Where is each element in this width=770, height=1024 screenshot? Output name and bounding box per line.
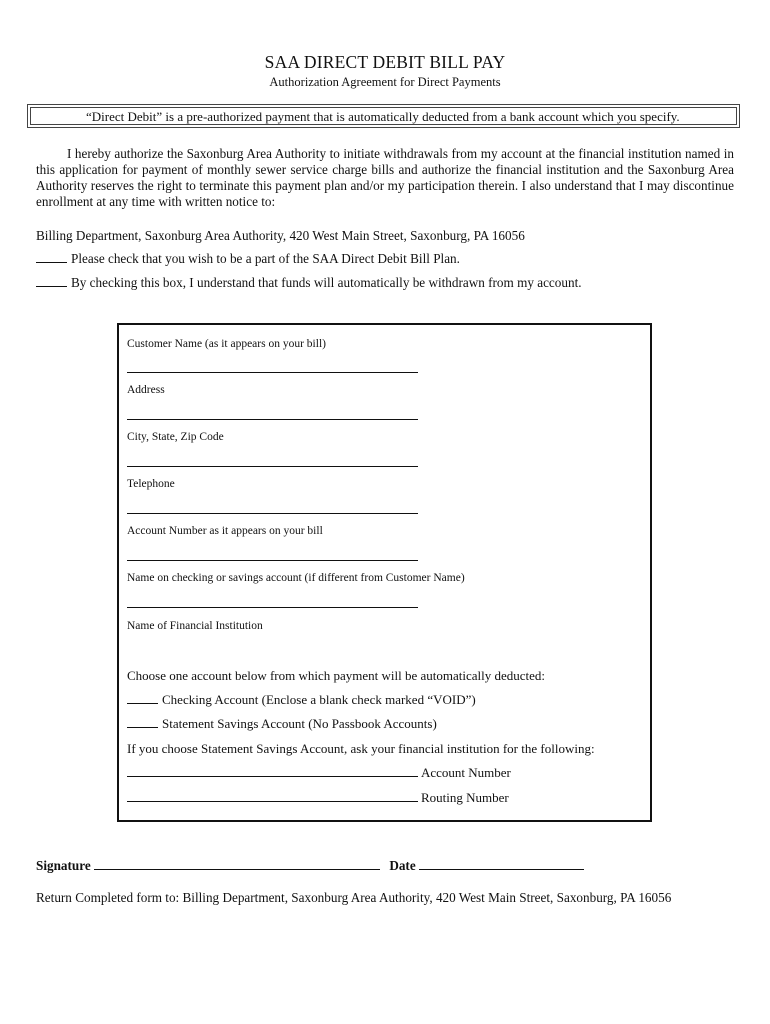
account-number-row <box>127 765 511 781</box>
city-state-zip-label: City, State, Zip Code <box>127 431 224 443</box>
plan-checkbox-label: Please check that you wish to be a part of the SAA Direct Debit Bill Plan. <box>71 251 460 266</box>
savings-account-number-label: Account Number <box>421 765 511 780</box>
savings-instruction: If you choose Statement Savings Account, ask your financial institution for the following: <box>127 741 595 756</box>
billing-address: Billing Department, Saxonburg Area Authority, 420 West Main Street, Saxonburg, PA 16056 <box>36 228 525 243</box>
savings-option-label: Statement Savings Account (No Passbook Accounts) <box>162 716 437 731</box>
customer-name-label: Customer Name (as it appears on your bill) <box>127 338 326 350</box>
city-state-zip-field[interactable] <box>127 466 418 467</box>
telephone-field[interactable] <box>127 513 418 514</box>
plan-checkbox-blank[interactable] <box>36 251 67 263</box>
page-title: SAA DIRECT DEBIT BILL PAY <box>264 52 506 72</box>
savings-option-blank[interactable] <box>127 716 158 728</box>
date-label: Date <box>389 858 416 873</box>
withdraw-checkbox-label: By checking this box, I understand that funds will automatically be withdrawn from my account. <box>71 275 582 290</box>
telephone-label: Telephone <box>127 478 175 490</box>
account-number-label: Account Number as it appears on your bill <box>127 525 323 537</box>
direct-debit-definition: “Direct Debit” is a pre-authorized payment that is automatically deducted from a bank account which you specify. <box>30 107 737 125</box>
plan-checkbox-line <box>36 251 460 267</box>
account-holder-name-field[interactable] <box>127 607 418 608</box>
withdraw-checkbox-line <box>36 275 582 291</box>
routing-number-field[interactable] <box>127 790 418 802</box>
savings-account-number-field[interactable] <box>127 765 418 777</box>
routing-number-row <box>127 790 509 806</box>
direct-debit-definition-box <box>27 104 740 128</box>
return-instructions: Return Completed form to: Billing Department, Saxonburg Area Authority, 420 West Main Street, Saxonburg, PA 16056 <box>36 890 672 905</box>
signature-label: Signature <box>36 858 91 873</box>
savings-option <box>127 716 437 732</box>
withdraw-checkbox-blank[interactable] <box>36 275 67 287</box>
choose-account-instruction: Choose one account below from which payment will be automatically deducted: <box>127 668 546 683</box>
checking-option-label: Checking Account (Enclose a blank check marked “VOID”) <box>162 692 476 707</box>
checking-option-blank[interactable] <box>127 692 158 704</box>
checking-option <box>127 692 476 708</box>
routing-number-label: Routing Number <box>421 790 509 805</box>
signature-field[interactable] <box>94 857 380 870</box>
financial-institution-label: Name of Financial Institution <box>127 620 263 632</box>
address-field[interactable] <box>127 419 418 420</box>
address-label: Address <box>127 384 165 396</box>
date-field[interactable] <box>419 857 584 870</box>
account-holder-name-label: Name on checking or savings account (if different from Customer Name) <box>127 572 465 584</box>
page-subtitle: Authorization Agreement for Direct Payments <box>269 75 501 89</box>
customer-name-field[interactable] <box>127 372 418 373</box>
account-number-field[interactable] <box>127 560 418 561</box>
signature-row <box>36 857 584 874</box>
authorization-paragraph: I hereby authorize the Saxonburg Area Authority to initiate withdrawals from my account at the financial institution named in this application for payment of monthly sewer service charge bills and authorize the financial institution and the Saxonburg Area Authority reserves the right to terminate this payment plan and/or my participation therein. I also understand that I may discontinue enrollment at any time with written notice to: <box>36 146 734 209</box>
